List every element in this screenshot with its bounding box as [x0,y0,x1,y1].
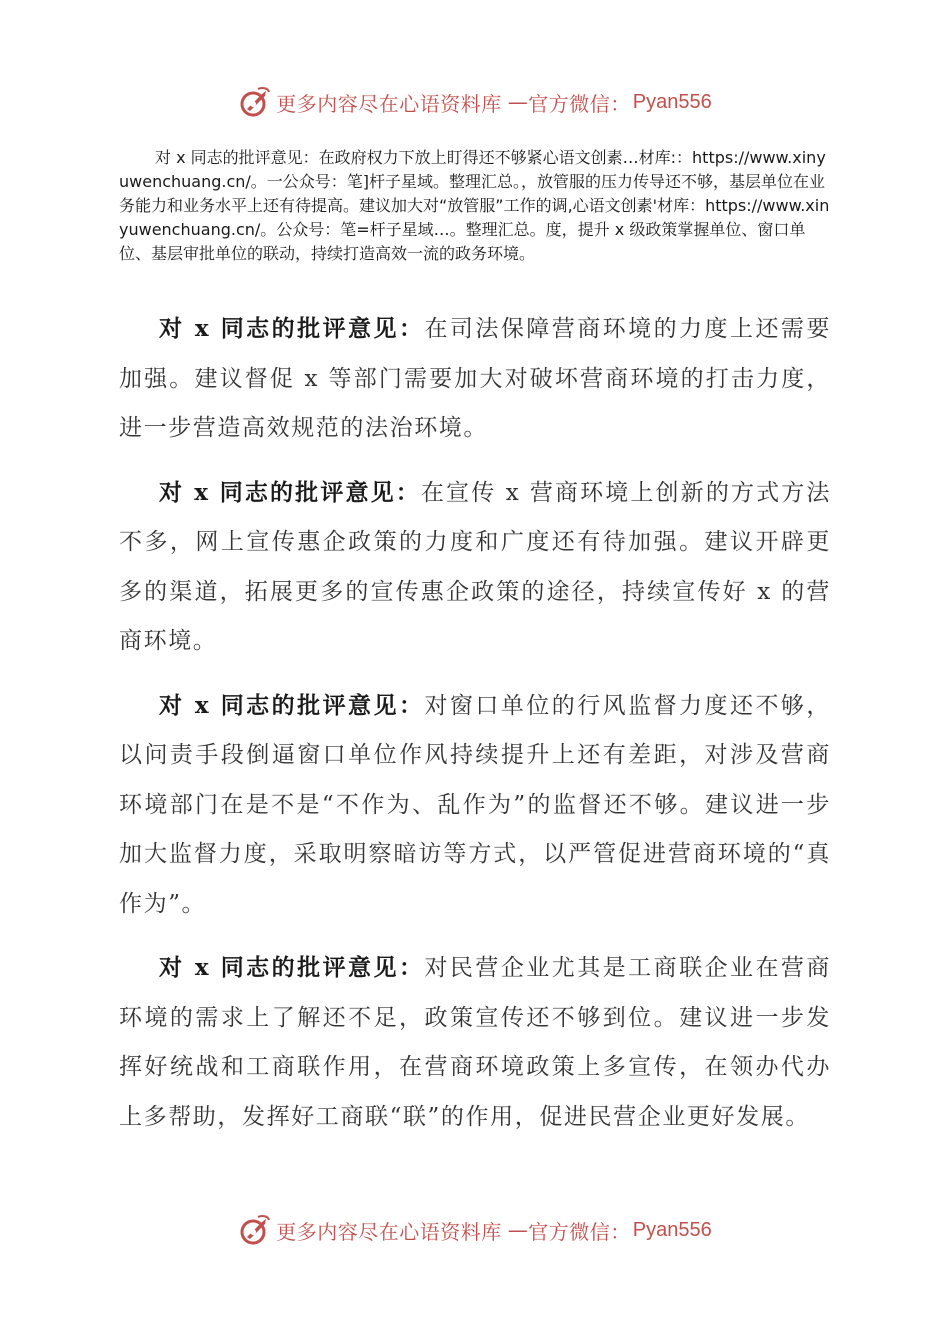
critique-text: 在司法保障营商环境的力度上还需要加强。建议督促 x 等部门需要加大对破坏营商环境的打击力度，进一步营造高效规范的法治环境。 [119,316,831,441]
header-banner [0,82,950,122]
banner-separator: — [507,1218,529,1242]
critique-lead: 对 x 同志的批评意见： [159,315,425,342]
critique-lead: 对 x 同志的批评意见： [159,691,425,719]
critique-paragraph-2 [119,468,831,667]
pen-logo-icon [238,85,272,119]
banner-slogan: 更多内容尽在心语资料库 [276,91,502,116]
banner-wechat-label: 官方微信： [528,1219,631,1244]
critique-paragraph-4 [119,943,831,1142]
critique-text: 对窗口单位的行风监督力度还不够，以问责手段倒逼窗口单位作风持续提升上还有差距，对涉及营商环境部门在是不是“不作为、乱作为”的监督还不够。建议进一步加大监督力度，采取明察暗访等方式，以严管促进营商环境的“真作为”。 [119,692,831,917]
critique-text: 在宣传 x 营商环境上创新的方式方法不多，网上宣传惠企政策的力度和广度还有待加强。建议开辟更多的渠道，拓展更多的宣传惠企政策的途径，持续宣传好 x 的营商环境。 [119,479,831,654]
critique-lead: 对 x 同志的批评意见： [159,954,425,981]
critique-paragraph-3 [119,681,831,930]
banner-wechat-id: Pyan556 [632,1218,712,1241]
banner-wechat-label: 官方微信： [528,91,631,116]
intro-paragraph: 对 x 同志的批评意见：在政府权力下放上盯得还不够紧心语文创素…材库:：https://www.xinyuwenchuang.cn/。一公众号：笔]杆子星域。整理汇总。，放管服的压力传导还不够，基层单位在业务能力和业务水平上还有待提高。建议加大对“放管服”工作的调,心语文创素'材库：https://www.xinyuwenchuang.cn/。公众号：笔=杆子星域…。整理汇总。度，提升 x 级政策掌握单位、窗口单位、基层审批单位的联动，持续打造高效一流的政务环境。 [119,148,830,263]
critique-paragraph-1 [119,304,831,454]
banner-separator: — [507,90,529,114]
pen-logo-icon [238,1213,272,1247]
critique-text: 对民营企业尤其是工商联企业在营商环境的需求上了解还不足，政策宣传还不够到位。建议进一步发挥好统战和工商联作用，在营商环境政策上多宣传，在领办代办上多帮助，发挥好工商联“联”的作用，促进民营企业更好发展。 [119,955,831,1130]
critique-list [119,304,831,1156]
banner-wechat-id: Pyan556 [632,90,712,113]
footer-banner [0,1210,950,1250]
critique-lead: 对 x 同志的批评意见： [159,478,421,506]
banner-slogan: 更多内容尽在心语资料库 [276,1219,502,1244]
